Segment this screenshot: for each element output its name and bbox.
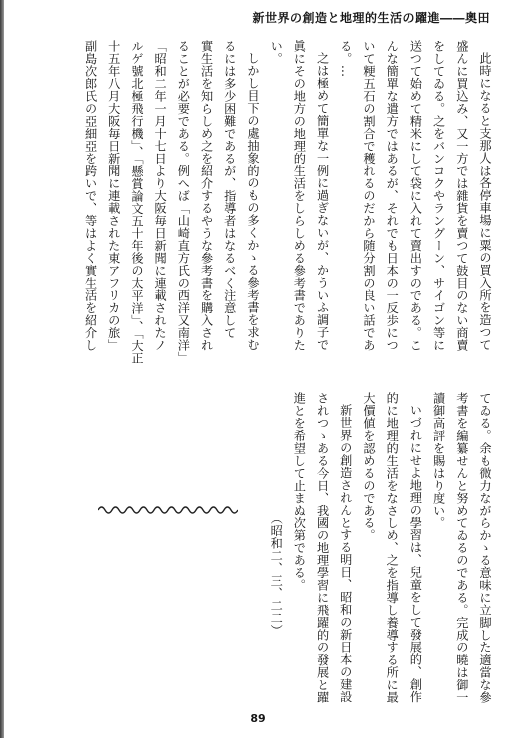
running-title: 新世界の創造と地理的生活の躍進――奥田 xyxy=(252,11,490,25)
upper-text-block xyxy=(83,40,496,370)
text-column: しかし目下の處抽象的のもの多くかゝる參考書を求む xyxy=(245,52,260,351)
text-column: 盛んに買込み、又一方では雜貨を賣つて鼓目のない商賣 xyxy=(454,40,469,352)
text-column: 大價値を認めるのである。 xyxy=(361,392,376,542)
text-column: 此時になると支那人は各停車場に粟の買入所を造つて xyxy=(478,52,492,351)
text-column: んな簡單な遣方ではあるが、それでも日本の一反歩につ xyxy=(385,40,400,352)
page-number: 89 xyxy=(250,712,266,725)
text-column: 讀御高評を賜はり度い。 xyxy=(431,392,446,529)
text-column: 新世界の創造されんとする明日、昭和の新日本の建設 xyxy=(338,404,353,703)
text-column: 之は極めて簡單な一例に過ぎないが、かういふ調子で xyxy=(315,52,330,351)
text-column: をしてゐる。之をバンコクやラングーン、サイゴン等に xyxy=(431,40,446,352)
text-column: 副島次郎氏の亞細亞を跨いで、等はよく實生活を紹介し xyxy=(83,40,98,352)
wavy-divider xyxy=(98,504,238,516)
text-column: い。 xyxy=(269,40,284,65)
text-column: 十五年八月大阪毎日新聞に連載された東アフリカの旅」 xyxy=(106,40,121,352)
text-column: 「昭和二年一月十七日より大阪毎日新聞に連載されたノ xyxy=(153,40,168,352)
book-spine-shadow xyxy=(0,0,4,738)
date-note: （昭和二、三、二二） xyxy=(269,512,284,637)
text-column: るには多少困難であるが、指導者はなるべく注意して xyxy=(222,40,237,339)
running-header xyxy=(30,9,490,27)
text-column: 送つて始めて精米にして袋に入れて賣出すのである。こ xyxy=(408,40,423,352)
text-column: る。… xyxy=(338,40,353,78)
text-column: されつゝある今日、我國の地理學習に飛躍的の發展と躍 xyxy=(315,392,330,704)
text-column: てゐる。余も微力ながらかゝる意味に立脚した適當な參 xyxy=(478,392,492,704)
text-column: 實生活を知らしめ之を紹介するやうな參考書を購入され xyxy=(199,40,214,352)
text-column: ルゲ號北極飛行機」、「懸賞論文五十年後の太平洋」、「大正 xyxy=(129,40,144,365)
text-column: 進とを希望して止まぬ次第である。 xyxy=(292,392,307,592)
text-column: 考書を編纂せんと努めてゐるのである。完成の曉は御一 xyxy=(454,392,469,704)
text-column: 眞にその地方の地理的生活をしらしめる參考書でありた xyxy=(292,40,307,352)
text-column: いづれにせよ地理の學習は、兒童をして發展的、創作 xyxy=(408,404,423,703)
lower-text-block xyxy=(258,392,496,704)
text-column: ることが必要である。例へば「山崎直方氏の西洋又南洋」 xyxy=(176,40,191,364)
text-column: いて粳五石の割合で穫れるのだから随分割の良い話であ xyxy=(361,40,376,352)
text-column: 的に地理的生活をなさしめ、之を指導し養導する所に最 xyxy=(385,392,400,704)
